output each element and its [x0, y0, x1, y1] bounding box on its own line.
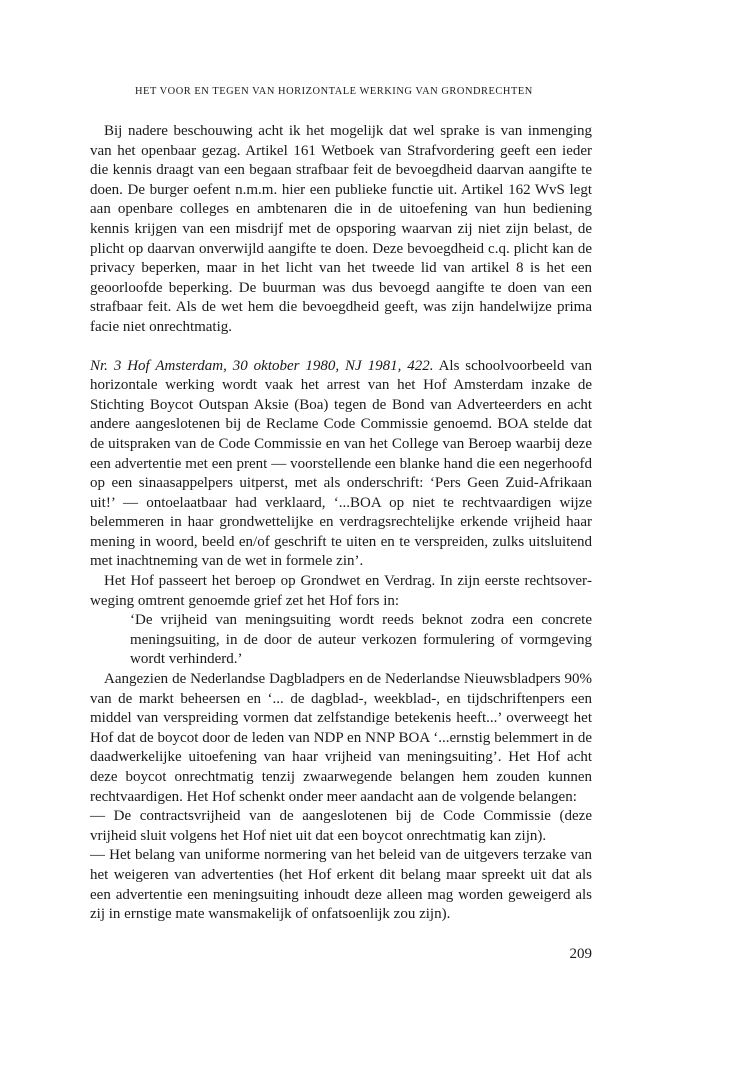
- list-item-contractsvrijheid: — De contractsvrijheid van de aangeslotenen bij de Code Commissie (deze vrijheid sluit volgens het Hof niet uit dat een boycot onrechtmatig kan zijn).: [90, 808, 592, 844]
- running-head: HET VOOR EN TEGEN VAN HORIZONTALE WERKING VAN GRONDRECHTEN: [135, 86, 533, 97]
- paragraph-gap: [90, 338, 592, 357]
- paragraph-privacy: Bij nadere beschouwing acht ik het mogelijk dat wel sprake is van inmenging van het openbaar gezag. Artikel 161 Wetboek van Strafvordering geeft een ieder die kennis draagt van een begaan strafbaar feit de bevoegdheid daarvan aangifte te doen. De burger oefent n.m.m. hier een publieke functie uit. Artikel 162 WvS legt aan openbare colleges en ambtenaren die in de uitoefening van hun bediening kennis krijgen van een misdrijf met de opsporing waarvan zij niet zijn belast, de plicht op daarvan onverwijld aangifte te doen. Deze bevoegdheid c.q. plicht kan de privacy beperken, maar in het licht van het tweede lid van artikel 8 is het een geoorloofde beperking. De buurman was dus bevoegd aangifte te doen van een strafbaar feit. Als de wet hem die bevoegdheid geeft, was zijn handelwijze prima facie niet onrechtmatig.: [90, 123, 592, 335]
- paragraph-case-nr3: [90, 357, 592, 573]
- paragraph-hof-passeert: Het Hof passeert het beroep op Grondwet en Verdrag. In zijn eerste rechtsoverweging omtrent genoemde grief zet het Hof fors in:: [90, 573, 592, 609]
- paragraph-dagbladpers: Aangezien de Nederlandse Dagbladpers en de Nederlandse Nieuwsbladpers 90% van de markt beheersen en ‘... de dagblad-, weekblad-, en tijdschriftenpers een middel van verspreiding vormen dat zelfstandige betekenis heeft...’ overweegt het Hof dat de boycot door de leden van NDP en NNP BOA ‘...ernstig belemmert in de daadwerkelijke uitoefening van haar vrijheid van meningsuiting’. Het Hof acht deze boycot onrechtmatig tenzij zwaarwegende belangen hem zouden kunnen rechtvaardigen. Het Hof schenkt onder meer aandacht aan de volgende belangen:: [90, 671, 592, 805]
- case-body: Als schoolvoorbeeld van horizontale werking wordt vaak het arrest van het Hof Amsterdam inzake de Stichting Boycot Outspan Aksie (Boa) tegen de Bond van Adverteerders en acht andere aangeslotenen bij de Reclame Code Commissie genoemd. BOA stelde dat de uitspraken van de Code Commissie en van het College van Beroep waarbij deze een advertentie met een prent — voorstellende een blanke hand die een negerhoofd op een sinaasappelpers uitperst, met als onderschrift: ‘Pers Geen Zuid-Afrikaan uit!’ — ontoelaatbaar had verklaard, ‘...BOA op niet te rechtvaardigen wijze belemmeren in haar grondwettelijke en verdragsrechtelijke erkende vrijheid haar mening in woord, beeld en/of geschrift te uiten en te verspreiden, zulks uitsluitend met inachtneming van de wet in formele zin’.: [90, 357, 592, 570]
- block-quote: ‘De vrijheid van meningsuiting wordt reeds beknot zodra een concrete meningsuiting, in de door de auteur verkozen formulering of vormgeving wordt verhinderd.’: [130, 612, 592, 668]
- body-text: [90, 122, 592, 925]
- page-number: 209: [569, 946, 592, 962]
- case-citation: Nr. 3 Hof Amsterdam, 30 oktober 1980, NJ 1981, 422.: [90, 357, 434, 374]
- list-item-uniforme-normering: — Het belang van uniforme normering van het beleid van de uitgevers terzake van het weigeren van advertenties (het Hof erkent dit belang maar spreekt uit dat als een advertentie een meningsuiting inhoudt deze alleen mag worden geweigerd als zij in ernstige mate wansmakelijk of onfatsoenlijk zou zijn).: [90, 847, 592, 923]
